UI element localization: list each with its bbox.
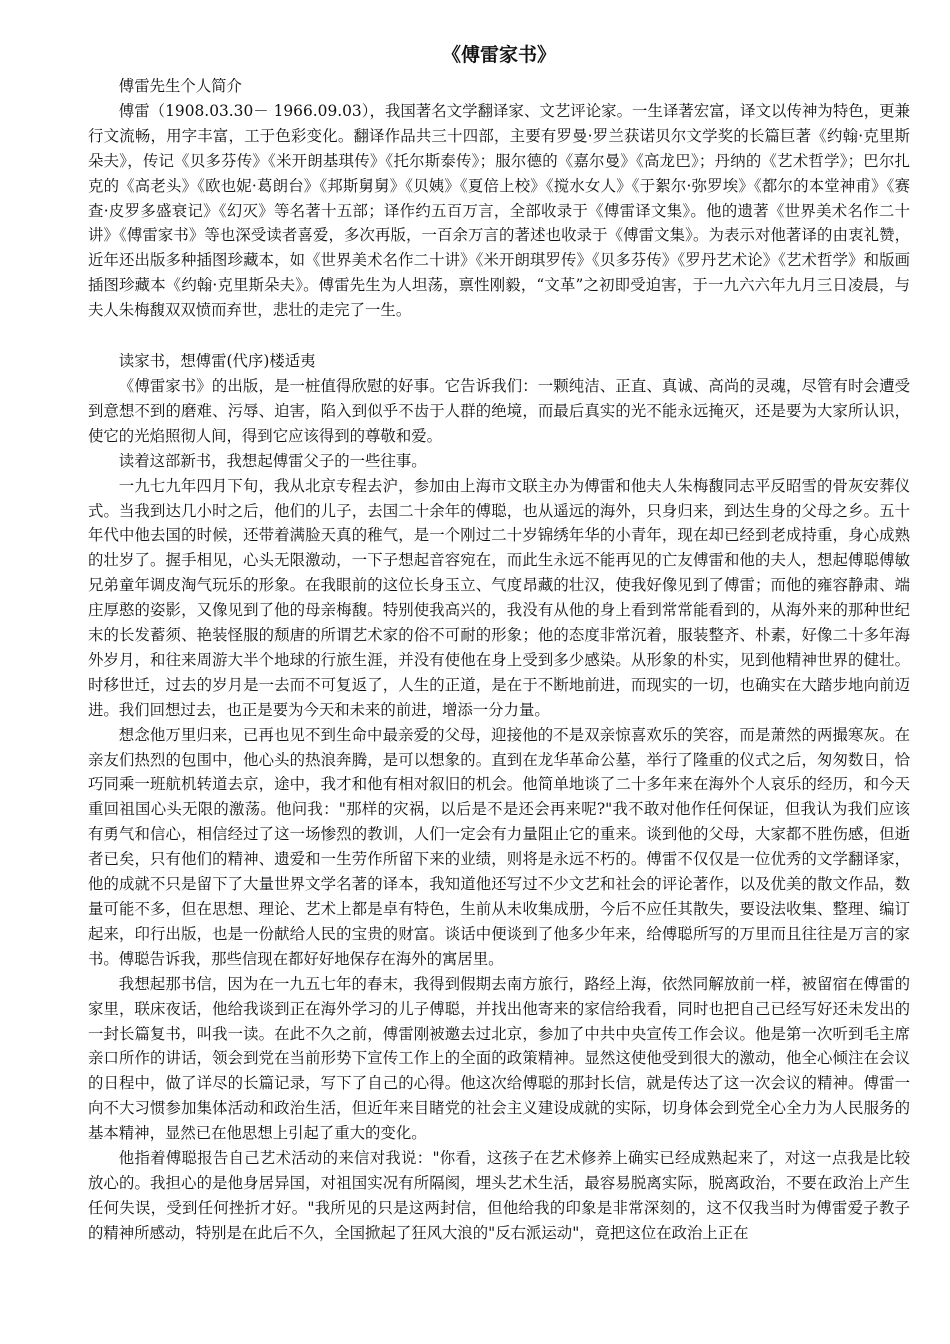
section-gap <box>88 323 910 349</box>
bio-paragraph: 傅雷（1908.03.30－ 1966.09.03），我国著名文学翻译家、文艺评论家。一生译著宏富，译文以传神为特色，更兼行文流畅，用字丰富，工于色彩变化。翻译作品共三十四部，主要有罗曼·罗兰获诺贝尔文学奖的长篇巨著《约翰·克里斯朵夫》，传记《贝多芬传》《米开朗基琪传》《托尔斯泰传》；服尔德的《嘉尔曼》《高龙巴》；丹纳的《艺术哲学》；巴尔扎克的《高老头》《欧也妮·葛朗台》《邦斯舅舅》《贝姨》《夏倍上校》《搅水女人》《于絮尔·弥罗埃》《都尔的本堂神甫》《赛查·皮罗多盛衰记》《幻灭》等名著十五部；译作约五百万言，全部收录于《傅雷译文集》。他的遗著《世界美术名作二十讲》《傅雷家书》等也深受读者喜爱，多次再版，一百余万言的著述也收录于《傅雷文集》。为表示对他著译的由衷礼赞，近年还出版多种插图珍藏本，如《世界美术名作二十讲》《米开朗琪罗传》《贝多芬传》《罗丹艺术论》《艺术哲学》和版画插图珍藏本《约翰·克里斯朵夫》。傅雷先生为人坦荡，禀性刚毅，“文革”之初即受迫害，于一九六六年九月三日凌晨，与夫人朱梅馥双双愤而弃世，悲壮的走完了一生。 <box>88 101 910 320</box>
body-paragraph: 《傅雷家书》的出版，是一桩值得欣慰的好事。它告诉我们：一颗纯洁、正直、真诚、高尚的灵魂，尽管有时会遭受到意想不到的磨难、污辱、迫害，陷入到似乎不齿于人群的绝境，而最后真实的光不能永远掩灭，还是要为大家所认识，使它的光焰照彻人间，得到它应该得到的尊敬和爱。 <box>88 376 910 445</box>
body-paragraph: 他指着傅聪报告自己艺术活动的来信对我说："你看，这孩子在艺术修养上确实已经成熟起来了，对这一点我是比较放心的。我担心的是他身居异国，对祖国实况有所隔阂，埋头艺术生活，最容易脱离实际，脱离政治，不要在政治上产生任何失误，受到任何挫折才好。"我所见的只是这两封信，但他给我的印象是非常深刻的，这不仅我当时为傅雷爱子教子的精神所感动，特别是在此后不久，全国掀起了狂风大浪的"反右派运动"，竟把这位在政治上正在 <box>88 1149 910 1242</box>
body-paragraph: 我想起那书信，因为在一九五七年的春末，我得到假期去南方旅行，路经上海，依然同解放前一样，被留宿在傅雷的家里，联床夜话，他给我谈到正在海外学习的儿子傅聪，并找出他寄来的家信给我看，同时也把自己已经写好还未发出的一封长篇复书，叫我一读。在此不久之前，傅雷刚被邀去过北京，参加了中共中央宣传工作会议。他是第一次听到毛主席亲口所作的讲话，领会到党在当前形势下宣传工作上的全面的政策精神。显然这使他受到很大的激动，他全心倾注在会议的日程中，做了详尽的长篇记录，写下了自己的心得。他这次给傅聪的那封长信，就是传达了这一次会议的精神。傅雷一向不大习惯参加集体活动和政治生活，但近年来目睹党的社会主义建设成就的实际，切身体会到党全心全力为人民服务的基本精神，显然已在他思想上引起了重大的变化。 <box>88 974 910 1143</box>
body-paragraph: 想念他万里归来，已再也见不到生命中最亲爱的父母，迎接他的不是双亲惊喜欢乐的笑容，而是萧然的两撮寒灰。在亲友们热烈的包围中，他心头的热浪奔腾，是可以想象的。直到在龙华革命公墓，举行了隆重的仪式之后，匆匆数日，恰巧同乘一班航机转道去京，途中，我才和他有相对叙旧的机会。他简单地谈了二十多年来在海外个人哀乐的经历，和今天重回祖国心头无限的激荡。他问我："那样的灾祸，以后是不是还会再来呢?"我不敢对他作任何保证，但我认为我们应该有勇气和信心，相信经过了这一场惨烈的教训，人们一定会有力量阻止它的重来。谈到他的父母，大家都不胜伤感，但逝者已矣，只有他们的精神、遗爱和一生劳作所留下来的业绩，则将是永远不朽的。傅雷不仅仅是一位优秀的文学翻译家，他的成就不只是留下了大量世界文学名著的译本，我知道他还写过不少文艺和社会的评论著作，以及优美的散文作品，数量可能不多，但在思想、理论、艺术上都是卓有特色，生前从未收集成册，今后不应任其散失，要设法收集、整理、编订起来，印行出版，也是一份献给人民的宝贵的财富。谈话中便谈到了他多少年来，给傅聪所写的万里而且往往是万言的家书。傅聪告诉我，那些信现在都好好地保存在海外的寓居里。 <box>88 725 910 968</box>
body-paragraph: 一九七九年四月下旬，我从北京专程去沪，参加由上海市文联主办为傅雷和他夫人朱梅馥同志平反昭雪的骨灰安葬仪式。当我到达几小时之后，他们的儿子，去国二十余年的傅聪，也从遥远的海外，只身归来，到达生身的父母之乡。五十年代中他去国的时候，还带着满脸天真的稚气，是一个刚过二十岁锦绣年华的小青年，现在却已经到老成持重，身心成熟的壮岁了。握手相见，心头无限激动，一下子想起音容宛在，而此生永远不能再见的亡友傅雷和他的夫人，想起傅聪傅敏兄弟童年调皮淘气玩乐的形象。在我眼前的这位长身玉立、气度昂藏的壮汉，使我好像见到了傅雷；而他的雍容静肃、端庄厚憨的姿影，又像见到了他的母亲梅馥。特别使我高兴的，我没有从他的身上看到常常能看到的，从海外来的那种世纪末的长发蓄须、艳装怪服的颓唐的所谓艺术家的俗不可耐的形象；他的态度非常沉着，服装整齐、朴素，好像二十多年海外岁月，和往来周游大半个地球的行旅生涯，并没有使他在身上受到多少感染。从形象的朴实，见到他精神世界的健壮。时移世迁，过去的岁月是一去而不可复返了，人生的正道，是在于不断地前进，而现实的一切，也确实在大踏步地向前迈进。我们回想过去，也正是要为今天和未来的前进，增添一分力量。 <box>88 476 910 719</box>
bio-heading: 傅雷先生个人简介 <box>118 77 242 95</box>
body-paragraph: 读着这部新书，我想起傅雷父子的一些往事。 <box>118 451 427 470</box>
document-title: 《傅雷家书》 <box>441 44 556 66</box>
preface-heading: 读家书，想傅雷(代序)楼适夷 <box>118 352 316 371</box>
